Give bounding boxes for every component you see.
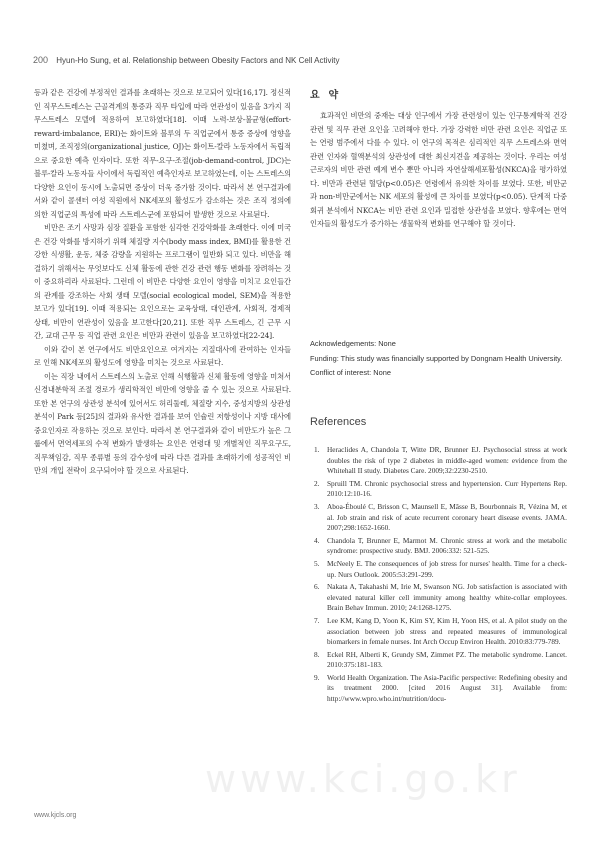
body-paragraph: 등과 같은 건강에 부정적인 결과를 초래하는 것으로 보고되어 있다[16,17]. 정신적인 직무스트레스는 근골격계의 통증과 직무 타입에 따라 연관성이 있음을 3가지 직무스트레스 모델에 적용하여 보고하였다[18]. 이때 노력-보상-불균형(effort-reward-imbalance, ERI)는 화이트와 블루의 두 직업군에서 통증 증상에 영향을 미쳤며, 조직정의(organizational justice, OJ)는 화이트-칼라 노동자에서 독립적으로 중요한 예측 인자이다. 또한 직무-요구-조절(job-demand-control, JDC)는 블루-칼라 노동자들 사이에서 독립적인 예측인자로 보고하였는데, 이는 스트레스의 다양한 요인이 동시에 노출되면 증상이 더욱 증가함 것이다. 따라서 본 연구결과에서와 같이 콜센터 여성 직원에서 NK세포의 활성도가 감소하는 것은 조직 정의에 의한 직업군의 특성에 따라 스트레스군에 포함되어 발생한 것으로 사료된다. — [34, 88, 291, 219]
running-title: Hyun-Ho Sung, et al. Relationship between Obesity Factors and NK Cell Activity — [56, 56, 340, 65]
reference-item: 7. Lee KM, Kang D, Yoon K, Kim SY, Kim H, Yoon HS, et al. A pilot study on the association between job stress and repeated measures of immunological biomarkers in female nurses. Int Arch Occup Environ Health. 2010:83:779-789. — [314, 615, 567, 647]
body-paragraph: 이와 같이 본 연구에서도 비만요인으로 여겨지는 지질대사에 관여하는 인자들로 인해 NK세포의 활성도에 영향을 미치는 것으로 사료된다. — [34, 344, 291, 367]
reference-item: 2. Spruill TM. Chronic psychosocial stress and hypertension. Curr Hypertens Rep. 2010:12:10-16. — [314, 478, 567, 499]
conflict-of-interest: Conflict of interest: None — [310, 368, 391, 377]
reference-item: 1. Heraclides A, Chandola T, Witte DR, Brunner EJ. Psychosocial stress at work doubles the risk of type 2 diabetes in middle-aged women: evidence from the Whitehall II study. Diabetes Care. 2009;32:2230-2510. — [314, 445, 567, 476]
reference-item: 6. Nakata A, Takahashi M, Irie M, Swanson NG. Job satisfaction is associated with elevated natural killer cell immunity among healthy white-collar employees. Brain Behav Immun. 2010; 24:1268-1275. — [314, 582, 567, 613]
footer-url: www.kjcls.org — [34, 812, 77, 819]
running-header — [33, 55, 573, 69]
abstract-section — [310, 86, 567, 231]
body-paragraph: 비만은 조기 사망과 심장 질환을 포함한 심각한 건강악화를 초래한다. 이에 미국은 건강 악화를 방지하기 위해 체질량 지수(body mass index, BMI)를 활용한 건강한 식생활, 운동, 체중 감량을 지원하는 프로그램이 일반화 되고 있다. 비만을 해결하기 위해서는 무엇보다도 신체 활동에 관한 건강 관련 행동 변화를 장려하는 것이 중요하리라 사료된다. 그런데 이 비만은 다양한 요인이 영향을 미치고 요인들간의 관계를 강조하는 사회 생태 모델(social ecological model, SEM)을 적용한 보고가 있다[19]. 이때 적용되는 요인으로는 교육상태, 대인관계, 사회적, 경제적 상태, 비만이 연관성이 있음을 보고한다[20,21]. 또한 직무 스트레스, 긴 근무 시간, 교대 근무 등 직업 관련 요인은 비만과 관련이 있음을 보고하였다[22-24]. — [34, 223, 291, 340]
reference-item: 3. Aboa-Éboulé C, Brisson C, Maunsell E, Mâsse B, Bourbonnais R, Vézina M, et al. Job strain and risk of acute recurrent coronary heart disease events. JAMA. 2007;298:1652-1660. — [314, 501, 567, 533]
reference-item: 5. McNeely E. The consequences of job stress for nurses' health. Time for a check-up. Nurs Outlook. 2005:53:291-299. — [314, 558, 567, 579]
reference-list — [314, 445, 567, 707]
left-column — [34, 86, 291, 478]
declarations — [310, 338, 567, 382]
watermark: www.kci.go.kr — [205, 757, 521, 801]
body-paragraph: 이는 직장 내에서 스트레스의 노출로 인해 식행활과 신체 활동에 영향을 미쳐서 신경내분학적 조절 경로가 생리학적인 비만에 영향을 줄 수 있는 것으로 사료된다. 또한 본 연구의 상관성 분석에 있어서도 허리둘레, 체질량 지수, 중성지방의 상관성분석이 Park 등[25]의 결과와 유사한 결과를 보여 인슐린 저항성이나 지방 대사에 중요인자로 작용하는 것으로 보인다. 따라서 본 연구결과와 같이 비만도가 높은 그룹에서 면역세포의 수적 변화가 발생하는 요인은 연령대 및 개별적인 직무요구도, 직무책임감, 직무 종류별 등의 감수성에 따라 다른 결과를 초래하기에 성공적인 비만의 개입 전략이 요구되어야 할 것으로 사료된다. — [34, 371, 291, 475]
reference-item: 8. Eckel RH, Alberti K, Grundy SM, Zimmet PZ. The metabolic syndrome. Lancet. 2010:375:181-183. — [314, 649, 567, 670]
abstract-title: 요 약 — [310, 90, 342, 101]
references-title: References — [310, 416, 367, 428]
page-number: 200 — [33, 55, 49, 65]
funding-statement: Funding: This study was financially supported by Dongnam Health University. — [310, 353, 563, 363]
reference-item: 9. World Health Organization. The Asia-Pacific perspective: Redefining obesity and its treatment 2000. [cited 2016 August 31]. Available from: http://www.wpro.who.int/nutrition/docu- — [314, 672, 567, 704]
abstract-body: 효과적인 비만의 중재는 대상 인구에서 가장 관련성이 있는 인구통계학적 건강 관련 및 직무 관련 요인을 고려해야 한다. 가장 강력한 비만 관련 요인은 직업군 또는 연령 범주에서 다를 수 있다. 이 연구의 목적은 심리적인 직무 스트레스와 면역관련 인자와 혈액분석의 상관성에 대한 최신지견을 제공하는 것이다. 우리는 여성 근로자의 비만 관련 예계 변수 뿐만 아니라 자연살해세포활성(NKCA)을 평가하였다. 비만과 관련된 혈당(p<0.05)은 연령에서 유의한 차이를 보였다. 또한, 비만군과 non-비만군에서는 NK 세포의 활성에 큰 차이를 보였다(p<0.05). 단계적 다중 회귀 분석에서 NKCA는 비만 관련 요인과 밀접한 상관성을 보였다. 향후에는 면역인자들의 활성도가 증가하는 생물학적 변화를 연구해야 할 것이다. — [310, 111, 567, 228]
reference-item: 4. Chandola T, Brunner E, Marmot M. Chronic stress at work and the metabolic syndrome: prospective study. BMJ. 2006:332: 521-525. — [314, 535, 567, 556]
acknowledgements: Acknowledgements: None — [310, 339, 396, 348]
